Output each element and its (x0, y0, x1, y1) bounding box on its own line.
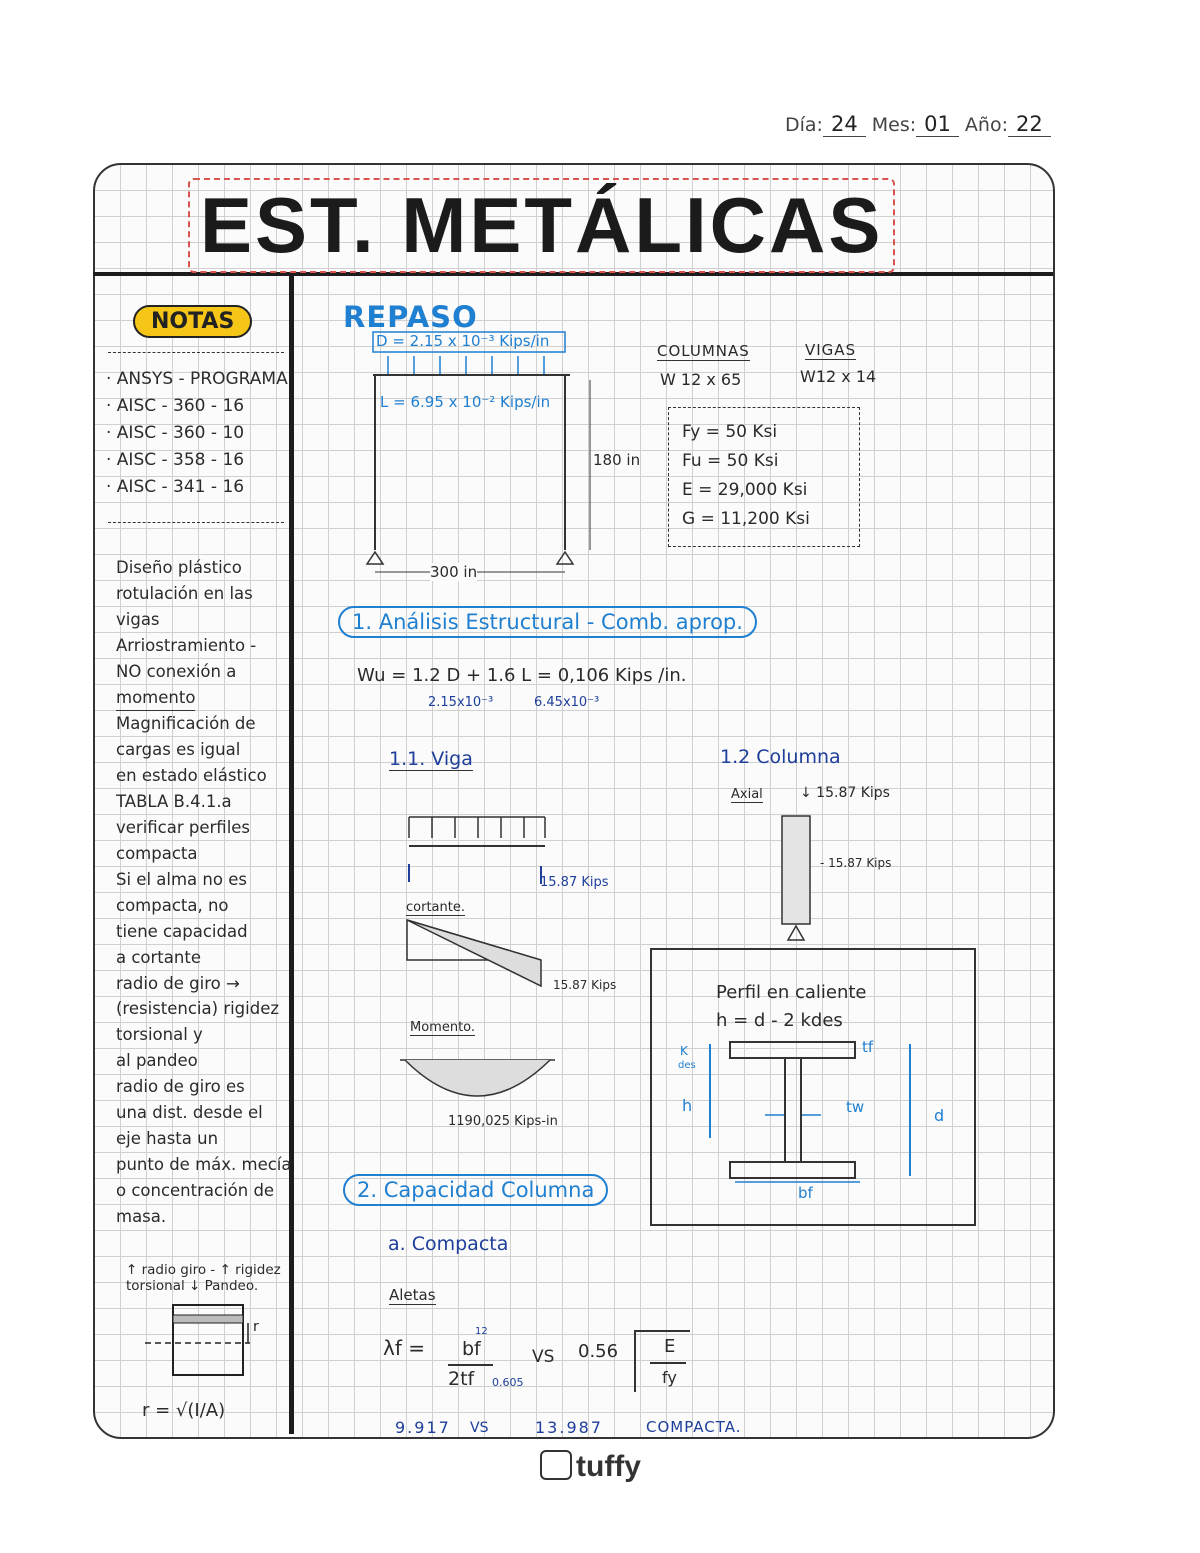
sqrt-numerator: E (664, 1336, 676, 1357)
note-line: eje hasta un (116, 1128, 219, 1148)
column-heading: 1.2 Columna (720, 746, 841, 768)
note-line: masa. (116, 1206, 167, 1226)
axial-load: ↓ 15.87 Kips (800, 785, 890, 801)
column-diagram (770, 812, 830, 947)
page-title: EST. METÁLICAS (188, 178, 895, 273)
bf-superscript: 12 (475, 1326, 488, 1337)
beam-diagrams (395, 812, 565, 1112)
note-line: tiene capacidad (116, 921, 248, 941)
brand-name: tuffy (576, 1450, 641, 1483)
divider (108, 522, 284, 523)
l-value: 6.45x10⁻³ (534, 695, 600, 710)
note-line: al pandeo (116, 1051, 198, 1071)
radius-note-line: torsional ↓ Pandeo. (126, 1278, 259, 1294)
repaso-heading: REPASO (343, 300, 478, 334)
beams-header: VIGAS (805, 341, 857, 359)
note-line: torsional y (116, 1025, 203, 1045)
top-flange (730, 1042, 855, 1058)
shaded-strip (173, 1315, 243, 1323)
result-conclusion: COMPACTA. (646, 1418, 742, 1436)
vs-label: VS (532, 1347, 555, 1367)
note-line: Si el alma no es (116, 869, 247, 889)
material-properties (682, 418, 810, 534)
radius-formula: r = √(I/A) (142, 1400, 226, 1421)
k-label: K (680, 1044, 688, 1058)
shear-diagram (407, 920, 541, 986)
day-label: Día: (785, 114, 823, 136)
result-lambda: 9.917 (395, 1418, 451, 1437)
property-g: G = 11,200 Ksi (682, 509, 810, 529)
sqrt-stem (634, 1330, 636, 1392)
day-value: 24 (823, 112, 866, 137)
result-vs: VS (470, 1420, 489, 1436)
note-line: en estado elástico (116, 766, 267, 786)
result-limit: 13.987 (535, 1418, 603, 1437)
year-value: 22 (1008, 112, 1051, 137)
note-line: NO conexión a (116, 661, 237, 681)
columns-header: COLUMNAS (657, 342, 750, 360)
tf-value: 0.605 (492, 1376, 524, 1389)
note-line: punto de máx. mecía (116, 1154, 292, 1174)
section-1-heading: 1. Análisis Estructural - Comb. aprop. (338, 606, 757, 638)
shear-label: cortante. (406, 900, 465, 915)
note-line: compacta, no (116, 895, 229, 915)
note-line: (resistencia) rigidez (116, 999, 280, 1019)
note-line: cargas es igual (116, 740, 241, 760)
hot-rolled-formula: h = d - 2 kdes (716, 1010, 843, 1031)
note-line: momento (116, 685, 195, 712)
note-line: o concentración de (116, 1180, 275, 1200)
note-line: compacta (116, 843, 198, 863)
bf-label: bf (798, 1184, 813, 1202)
column-support (788, 926, 804, 940)
note-line: Arriostramiento - (116, 635, 257, 655)
note-line: Magnificación de (116, 714, 256, 734)
section-2-heading: 2. Capacidad Columna (343, 1174, 608, 1206)
note-line: una dist. desde el (116, 1103, 263, 1123)
hot-rolled-title: Perfil en caliente (716, 982, 867, 1003)
reference-list (106, 366, 288, 501)
reference-item: · AISC - 341 - 16 (106, 477, 245, 497)
month-value: 01 (916, 112, 959, 137)
note-line: rotulación en las (116, 583, 253, 603)
reference-item: · AISC - 360 - 10 (106, 423, 245, 443)
load-combination: Wu = 1.2 D + 1.6 L = 0,106 Kips /in. (357, 665, 687, 686)
i-beam-diagram (700, 1040, 940, 1200)
reference-item: · AISC - 360 - 16 (106, 396, 245, 416)
distributed-load-arrows (388, 356, 544, 374)
compact-subheading: a. Compacta (388, 1233, 509, 1255)
note-line: radio de giro es (116, 1077, 245, 1097)
frame-span: 300 in (430, 563, 478, 581)
frame-height: 180 in (593, 451, 641, 469)
note-line: Diseño plástico (116, 558, 242, 577)
dead-load: D = 2.15 x 10⁻³ Kips/in (376, 332, 550, 350)
reaction-value: 15.87 Kips (540, 875, 609, 890)
shear-value: 15.87 Kips (553, 978, 617, 992)
column-section: W 12 x 65 (660, 370, 742, 389)
note-line: a cortante (116, 947, 201, 967)
live-load: L = 6.95 x 10⁻² Kips/in (380, 393, 551, 411)
d-value: 2.15x10⁻³ (428, 695, 494, 710)
tf-label: tf (862, 1038, 874, 1056)
brand-icon (540, 1450, 572, 1480)
beam-heading: 1.1. Viga (389, 748, 473, 770)
month-label: Mes: (871, 114, 917, 136)
axial-value: - 15.87 Kips (820, 856, 892, 870)
radius-symbol: r (253, 1319, 259, 1335)
flanges-label: Aletas (389, 1286, 436, 1304)
fraction-denominator: 2tf (448, 1368, 475, 1390)
reference-item: · AISC - 358 - 16 (106, 450, 245, 470)
d-label: d (934, 1106, 945, 1125)
property-fu: Fu = 50 Ksi (682, 451, 779, 471)
web (785, 1058, 801, 1162)
brand-logo (540, 1450, 641, 1484)
moment-label: Momento. (410, 1020, 476, 1035)
property-e: E = 29,000 Ksi (682, 480, 808, 500)
note-line: TABLA B.4.1.a (116, 792, 232, 812)
radius-note (126, 1262, 281, 1294)
axial-label: Axial (731, 787, 763, 802)
note-line: verificar perfiles (116, 818, 251, 838)
year-label: Año: (964, 114, 1008, 136)
right-support (557, 552, 573, 564)
beam-load-arrows (409, 817, 545, 838)
notes-list (116, 555, 292, 1230)
moment-value: 1190,025 Kips-in (448, 1114, 558, 1129)
divider (108, 352, 284, 353)
sqrt-bar (634, 1330, 690, 1332)
moment-diagram (405, 1060, 550, 1096)
notes-badge: NOTAS (133, 305, 252, 338)
bottom-flange (730, 1162, 855, 1178)
date-line (785, 112, 1051, 137)
fraction-bar (448, 1364, 493, 1366)
h-label: h (682, 1096, 693, 1115)
kdes-label: des (678, 1060, 696, 1071)
reference-item: · ANSYS - PROGRAMA (106, 369, 288, 389)
lambda-symbol: λf = (383, 1336, 425, 1360)
tw-label: tw (846, 1098, 865, 1116)
note-line: vigas (116, 609, 160, 629)
note-line: radio de giro → (116, 973, 240, 993)
limit-coefficient: 0.56 (578, 1341, 619, 1362)
left-support (367, 552, 383, 564)
column-member (782, 816, 810, 924)
property-fy: Fy = 50 Ksi (682, 422, 778, 442)
sqrt-fraction-bar (650, 1362, 686, 1364)
fraction-numerator: bf (462, 1338, 481, 1360)
beam-section: W12 x 14 (800, 367, 877, 386)
sqrt-denominator: fy (662, 1368, 677, 1387)
radius-note-line: ↑ radio giro - ↑ rigidez (126, 1262, 281, 1278)
